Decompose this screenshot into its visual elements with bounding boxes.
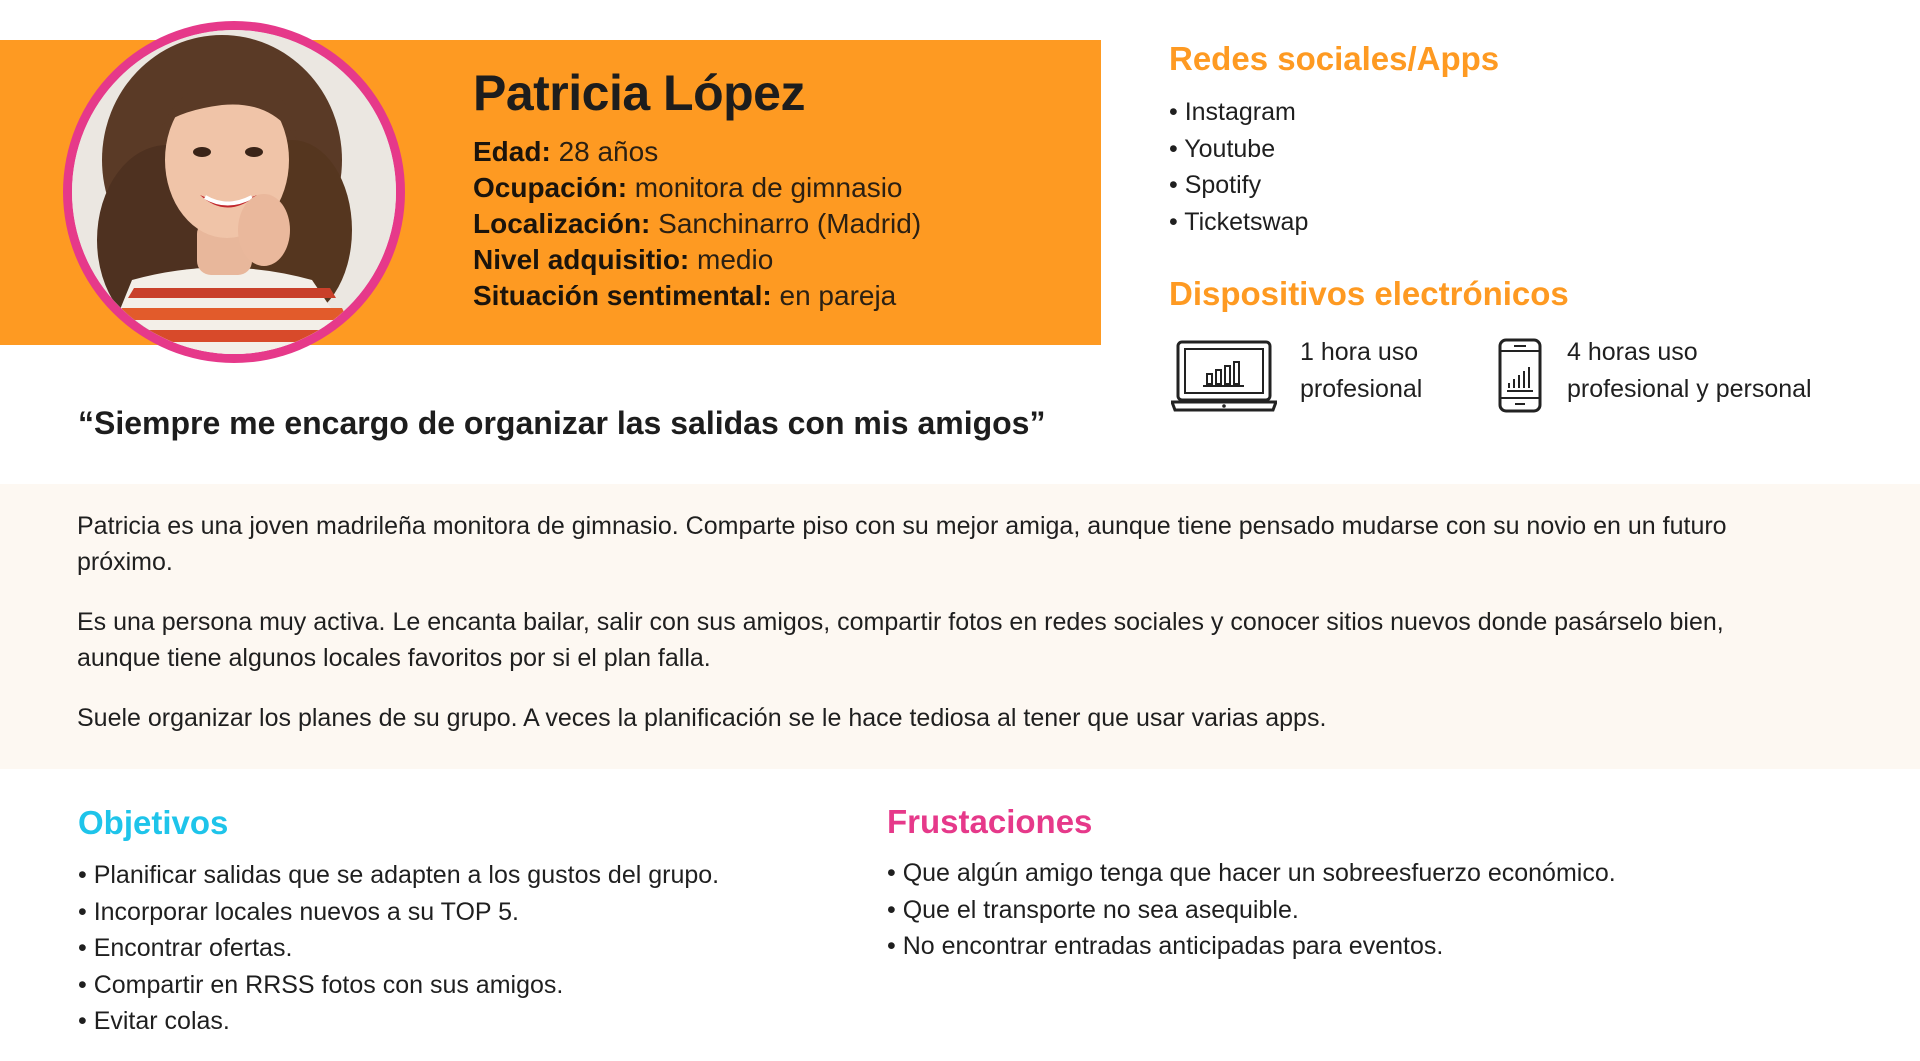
device-phone-line2: profesional y personal bbox=[1567, 375, 1812, 403]
attr-relationship-label: Situación sentimental: bbox=[473, 280, 772, 311]
list-item: • Ticketswap bbox=[1169, 204, 1308, 241]
devices-title: Dispositivos electrónicos bbox=[1169, 275, 1569, 312]
description-paragraph-3: Suele organizar los planes de su grupo. A veces la planificación se le hace tediosa al tener que usar varias apps. bbox=[77, 704, 1327, 732]
goals-list bbox=[78, 857, 719, 1040]
persona-quote: “Siempre me encargo de organizar las salidas con mis amigos” bbox=[78, 405, 1046, 441]
attr-income-label: Nivel adquisitio: bbox=[473, 244, 690, 275]
list-item: • Incorporar locales nuevos a su TOP 5. bbox=[78, 894, 719, 931]
attr-relationship bbox=[473, 278, 896, 314]
frustrations-list bbox=[887, 855, 1616, 965]
list-item: • Planificar salidas que se adapten a los gustos del grupo. bbox=[78, 857, 719, 894]
attr-occupation-label: Ocupación: bbox=[473, 172, 628, 203]
device-laptop-text bbox=[1300, 334, 1422, 408]
list-item: • No encontrar entradas anticipadas para eventos. bbox=[887, 928, 1616, 965]
attr-occupation bbox=[473, 170, 903, 206]
goals-title: Objetivos bbox=[78, 804, 229, 841]
list-item: • Spotify bbox=[1169, 167, 1308, 204]
description-paragraph-1: Patricia es una joven madrileña monitora de gimnasio. Comparte piso con su mejor amiga, aunque tiene pensado mudarse con su novio en un futuro próximo. bbox=[77, 512, 1727, 576]
description-paragraph-2: Es una persona muy activa. Le encanta bailar, salir con sus amigos, compartir fotos en redes sociales y conocer sitios nuevos donde pasárselo bien, aunque tiene algunos locales favoritos por si el plan falla. bbox=[77, 608, 1724, 672]
list-item: • Encontrar ofertas. bbox=[78, 930, 719, 967]
frustrations-title: Frustaciones bbox=[887, 803, 1093, 840]
list-item: • Evitar colas. bbox=[78, 1003, 719, 1040]
avatar-portrait bbox=[72, 30, 396, 354]
attr-occupation-value: monitora de gimnasio bbox=[634, 172, 903, 203]
persona-name: Patricia López bbox=[473, 65, 805, 121]
attr-relationship-value: en pareja bbox=[779, 280, 897, 311]
social-title: Redes sociales/Apps bbox=[1169, 40, 1500, 77]
laptop-icon bbox=[1171, 340, 1277, 412]
list-item: • Compartir en RRSS fotos con sus amigos. bbox=[78, 967, 719, 1004]
social-list bbox=[1169, 94, 1308, 240]
device-laptop-line2: profesional bbox=[1300, 375, 1423, 403]
attr-age-label: Edad: bbox=[473, 136, 551, 167]
smartphone-icon bbox=[1497, 338, 1543, 413]
attr-age bbox=[473, 134, 658, 170]
device-phone-text bbox=[1567, 334, 1812, 408]
attr-income bbox=[473, 242, 773, 278]
attr-income-value: medio bbox=[697, 244, 774, 275]
list-item: • Youtube bbox=[1169, 131, 1308, 168]
list-item: • Que el transporte no sea asequible. bbox=[887, 892, 1616, 929]
list-item: • Que algún amigo tenga que hacer un sobreesfuerzo económico. bbox=[887, 855, 1616, 892]
attr-location bbox=[473, 206, 921, 242]
avatar bbox=[72, 30, 396, 354]
device-laptop-line1: 1 hora uso bbox=[1300, 338, 1419, 366]
attr-location-value: Sanchinarro (Madrid) bbox=[658, 208, 922, 239]
attr-age-value: 28 años bbox=[558, 136, 659, 167]
list-item: • Instagram bbox=[1169, 94, 1308, 131]
device-phone-line1: 4 horas uso bbox=[1567, 338, 1698, 366]
attr-location-label: Localización: bbox=[473, 208, 651, 239]
